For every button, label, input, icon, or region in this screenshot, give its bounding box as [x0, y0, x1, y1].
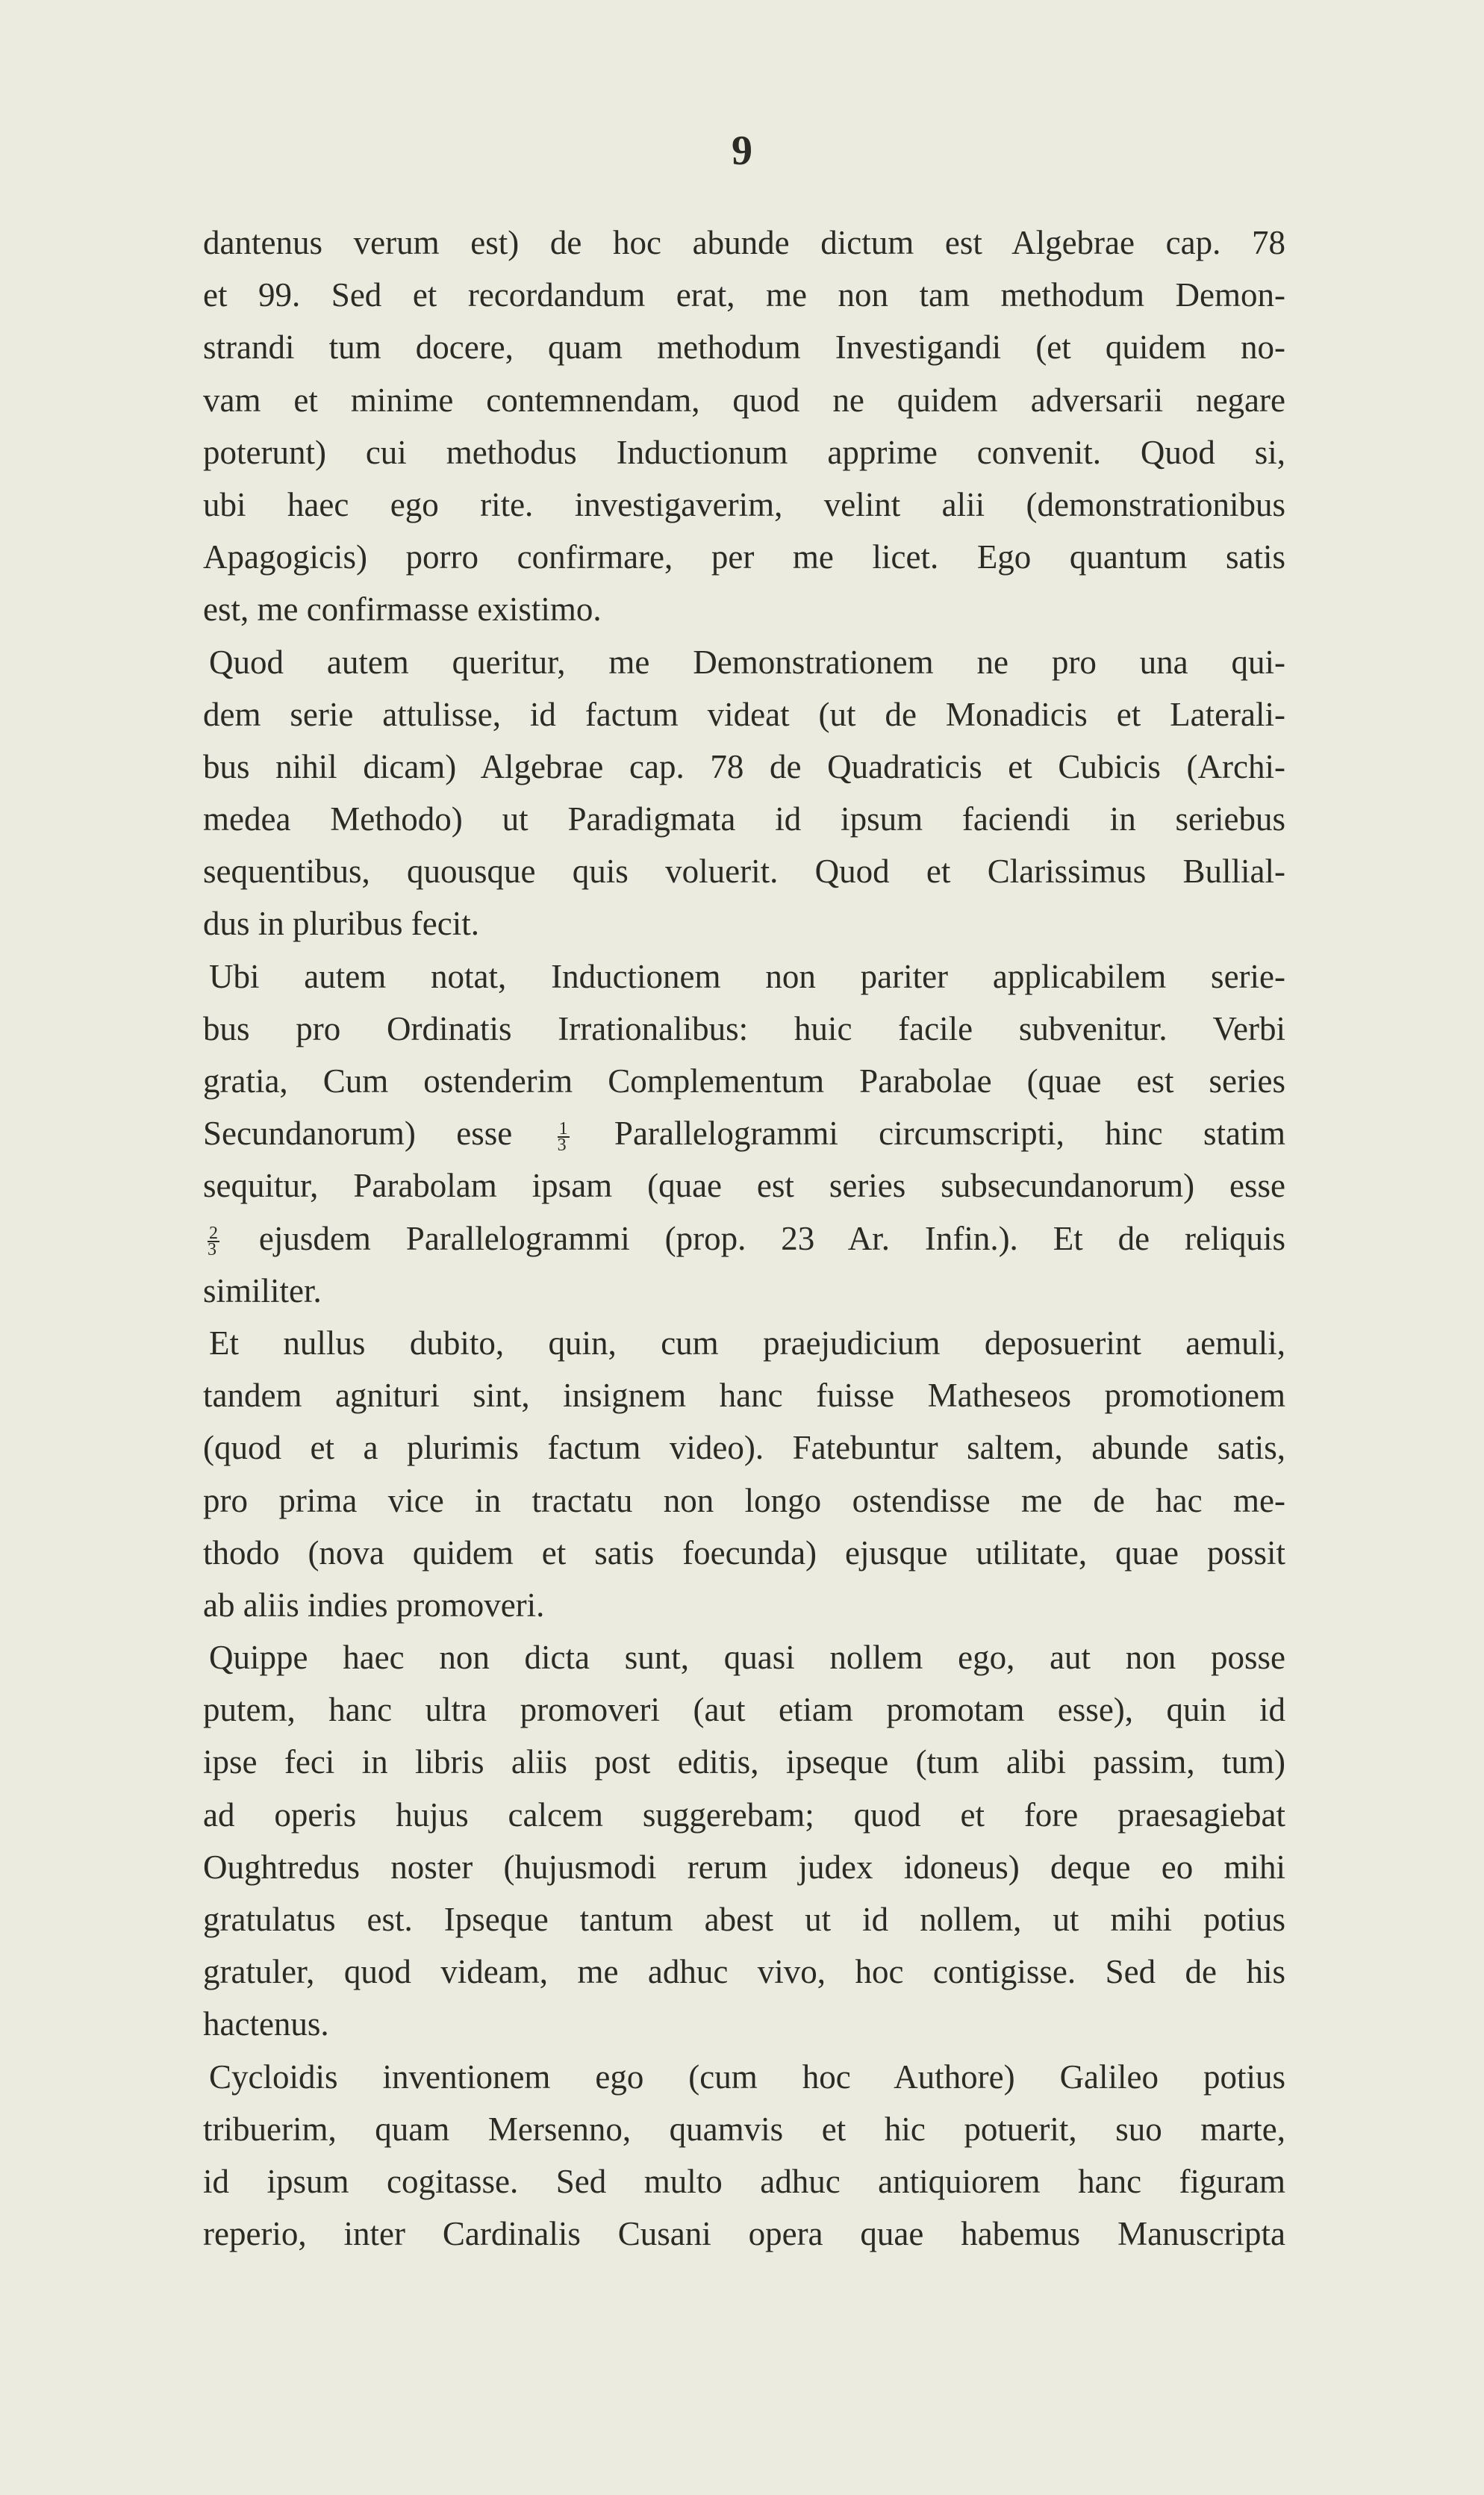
- text-line: reperio, inter Cardinalis Cusani opera quae habemus Manuscripta: [203, 2215, 1285, 2253]
- text-line: ab aliis indies promoveri.: [203, 1586, 545, 1624]
- text-line: gratia, Cum ostenderim Complementum Parabolae (quae est series: [203, 1062, 1285, 1100]
- text-line: Apagogicis) porro confirmare, per me licet. Ego quantum satis: [203, 538, 1285, 576]
- text-line: dus in pluribus fecit.: [203, 905, 479, 943]
- fraction-denominator: 3: [208, 1240, 216, 1260]
- text-line: ipse feci in libris aliis post editis, ipseque (tum alibi passim, tum): [203, 1743, 1285, 1781]
- text-line: similiter.: [203, 1271, 322, 1309]
- text-line: ad operis hujus calcem suggerebam; quod et fore praesagiebat: [203, 1795, 1285, 1834]
- text-line: medea Methodo) ut Paradigmata id ipsum faciendi in seriebus: [203, 800, 1285, 838]
- fraction-numerator: 1: [558, 1118, 568, 1139]
- text-line: [203, 1212, 1285, 1265]
- page-number: 9: [732, 128, 752, 174]
- fraction: [557, 1118, 570, 1155]
- text-line: sequentibus, quousque quis voluerit. Quod et Clarissimus Bullial-: [203, 853, 1285, 891]
- text-line: Cycloidis inventionem ego (cum hoc Authore) Galileo potius: [209, 2058, 1285, 2096]
- text-segment: ejusdem Parallelogrammi (prop. 23 Ar. Infin.). Et de reliquis: [258, 1219, 1285, 1257]
- text-line: Quod autem queritur, me Demonstrationem ne pro una qui-: [209, 643, 1285, 681]
- text-line: putem, hanc ultra promoveri (aut etiam promotam esse), quin id: [203, 1691, 1285, 1729]
- text-line: poterunt) cui methodus Inductionum apprime convenit. Quod si,: [203, 433, 1285, 471]
- text-line: strandi tum docere, quam methodum Investigandi (et quidem no-: [203, 328, 1285, 367]
- fraction-numerator: 2: [209, 1224, 218, 1244]
- fraction-denominator: 3: [557, 1135, 567, 1155]
- text-line: pro prima vice in tractatu non longo ostendisse me de hac me-: [203, 1481, 1285, 1519]
- text-line: Et nullus dubito, quin, cum praejudicium deposuerint aemuli,: [209, 1324, 1285, 1362]
- text-line: Quippe haec non dicta sunt, quasi nollem ego, aut non posse: [209, 1639, 1285, 1677]
- text-line: gratuler, quod videam, me adhuc vivo, hoc contigisse. Sed de his: [203, 1953, 1285, 1991]
- text-line: (quod et a plurimis factum video). Fatebuntur saltem, abunde satis,: [203, 1429, 1285, 1467]
- text-line: et 99. Sed et recordandum erat, me non tam methodum Demon-: [203, 276, 1285, 314]
- text-line: hactenus.: [203, 2005, 329, 2043]
- text-line: gratulatus est. Ipseque tantum abest ut id nollem, ut mihi potius: [203, 1901, 1285, 1938]
- body-text: [203, 217, 1285, 2260]
- text-line: sequitur, Parabolam ipsam (quae est series subsecundanorum) esse: [203, 1167, 1285, 1205]
- text-line: id ipsum cogitasse. Sed multo adhuc antiquiorem hanc figuram: [203, 2162, 1285, 2200]
- text-line: Ubi autem notat, Inductionem non pariter applicabilem serie-: [209, 957, 1285, 995]
- text-line: tribuerim, quam Mersenno, quamvis et hic potuerit, suo marte,: [203, 2110, 1285, 2148]
- text-segment: Parallelogrammi circumscripti, hinc statim: [614, 1115, 1285, 1153]
- text-line: [203, 1107, 1285, 1159]
- text-line: dantenus verum est) de hoc abunde dictum est Algebrae cap. 78: [203, 224, 1285, 261]
- text-line: bus pro Ordinatis Irrationalibus: huic facile subvenitur. Verbi: [203, 1009, 1285, 1047]
- text-line: Oughtredus noster (hujusmodi rerum judex idoneus) deque eo mihi: [203, 1848, 1285, 1886]
- text-line: bus nihil dicam) Algebrae cap. 78 de Quadraticis et Cubicis (Archi-: [203, 747, 1285, 785]
- text-line: tandem agnituri sint, insignem hanc fuisse Matheseos promotionem: [203, 1377, 1285, 1415]
- text-line: est, me confirmasse existimo.: [203, 591, 602, 629]
- text-line: dem serie attulisse, id factum videat (ut de Monadicis et Laterali-: [203, 695, 1285, 733]
- text-segment: Secundanorum) esse: [203, 1115, 513, 1153]
- text-line: vam et minime contemnendam, quod ne quidem adversarii negare: [203, 381, 1285, 419]
- text-line: ubi haec ego rite. investigaverim, velint alii (demonstrationibus: [203, 485, 1285, 523]
- text-line: thodo (nova quidem et satis foecunda) ejusque utilitate, quae possit: [203, 1533, 1285, 1572]
- fraction: [208, 1224, 219, 1260]
